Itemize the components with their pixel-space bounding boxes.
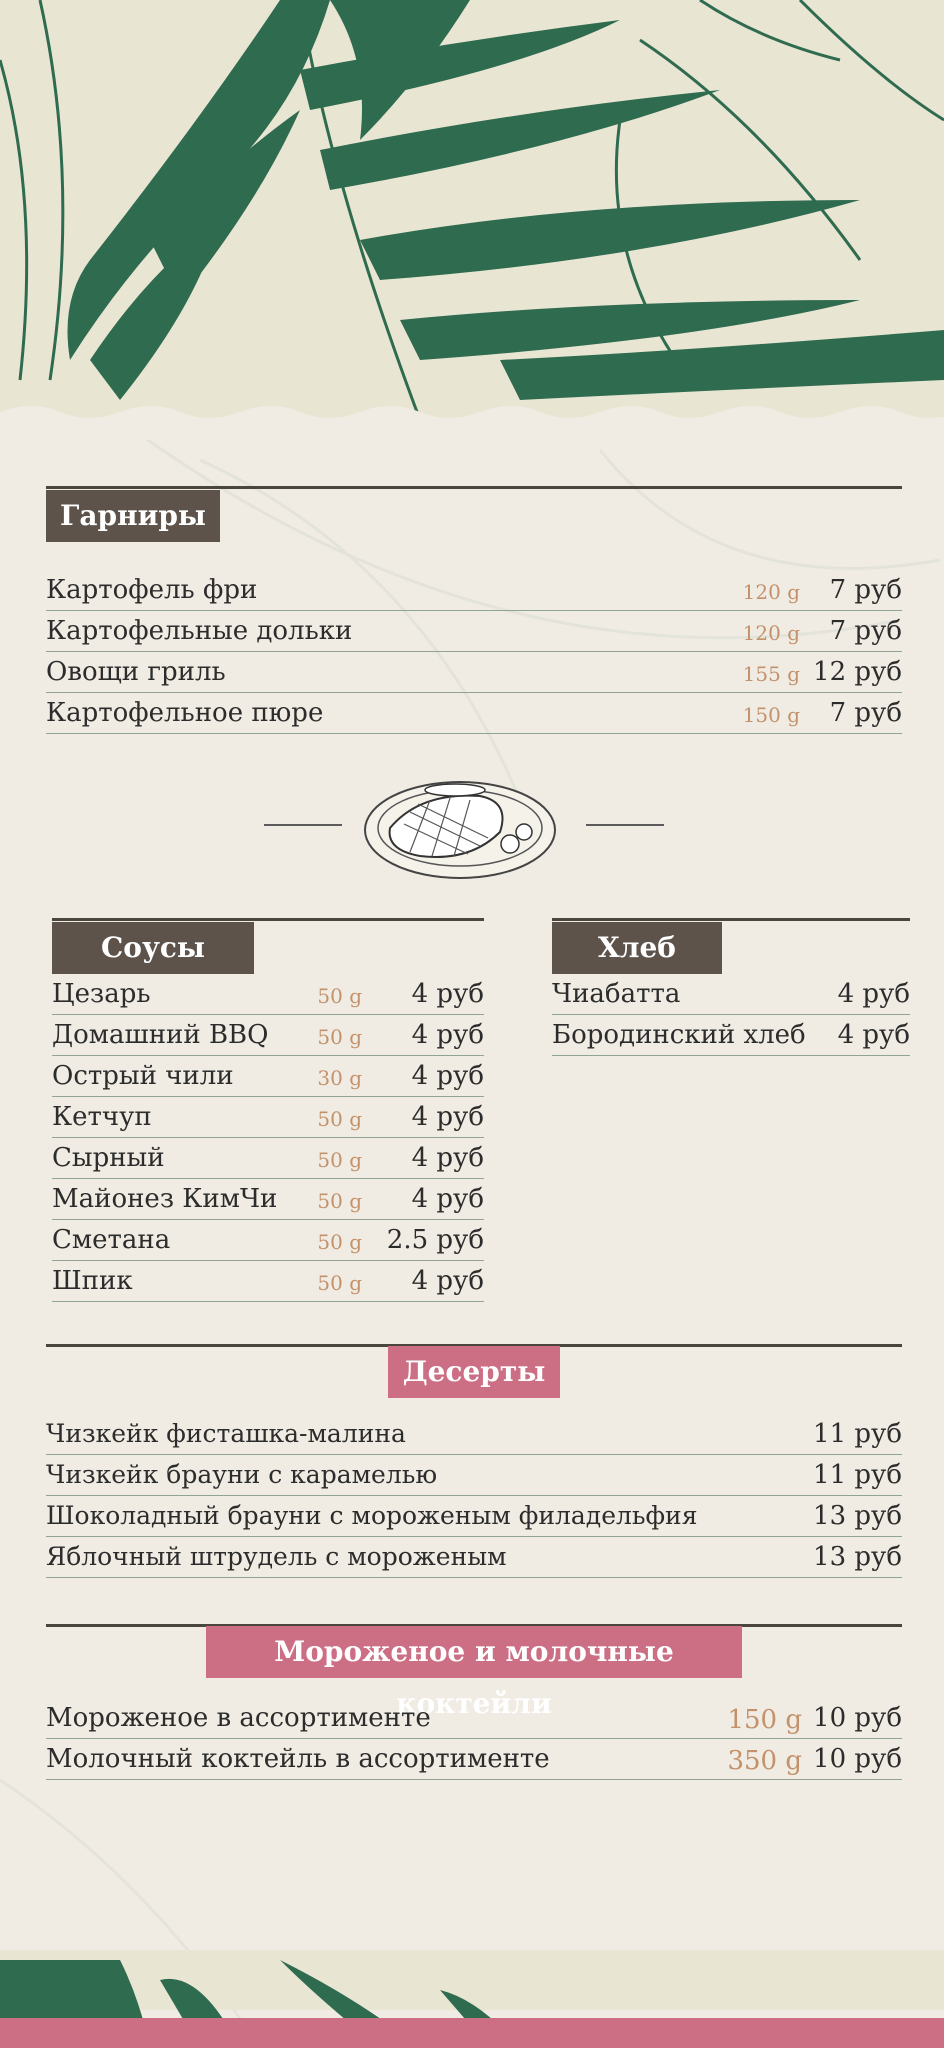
sides-item <box>46 611 902 652</box>
item-name: Яблочный штрудель с мороженым <box>46 1542 507 1571</box>
desserts-item <box>46 1455 902 1496</box>
item-price: 4 руб <box>411 1184 484 1214</box>
bread-title: Хлеб <box>552 922 722 974</box>
bread-rule <box>552 918 910 921</box>
item-name: Сырный <box>52 1143 165 1173</box>
item-weight: 50 g <box>317 1189 362 1213</box>
item-price: 11 руб <box>813 1419 902 1449</box>
sauces-item <box>52 1261 484 1302</box>
item-price: 4 руб <box>837 979 910 1009</box>
item-name: Цезарь <box>52 979 151 1009</box>
item-weight: 50 g <box>317 984 362 1008</box>
item-weight: 350 g <box>727 1746 802 1776</box>
desserts-item <box>46 1414 902 1455</box>
plate-with-steak-icon <box>360 772 560 882</box>
item-price: 13 руб <box>813 1501 902 1531</box>
bread-item <box>552 974 910 1015</box>
item-name: Острый чили <box>52 1061 234 1091</box>
item-price: 4 руб <box>411 1061 484 1091</box>
item-name: Кетчуп <box>52 1102 152 1132</box>
icecream-item <box>46 1739 902 1780</box>
sides-title: Гарниры <box>46 490 220 542</box>
sides-rule <box>46 486 902 489</box>
icecream-title: Мороженое и молочные коктейли <box>206 1626 742 1678</box>
item-name: Овощи гриль <box>46 657 226 687</box>
item-name: Чизкейк брауни с карамелью <box>46 1460 438 1489</box>
item-name: Домашний BBQ <box>52 1020 269 1050</box>
sauces-item <box>52 1015 484 1056</box>
icecream-item <box>46 1698 902 1739</box>
sauces-item <box>52 1138 484 1179</box>
sauces-item <box>52 974 484 1015</box>
item-price: 10 руб <box>813 1703 902 1733</box>
item-name: Чиабатта <box>552 979 681 1009</box>
item-name: Майонез КимЧи <box>52 1184 278 1214</box>
item-weight: 150 g <box>727 1705 802 1735</box>
sauces-title: Соусы <box>52 922 254 974</box>
item-price: 11 руб <box>813 1460 902 1490</box>
item-weight: 50 g <box>317 1271 362 1295</box>
item-name: Шоколадный брауни с мороженым филадельфия <box>46 1501 698 1530</box>
desserts-item <box>46 1537 902 1578</box>
item-name: Мороженое в ассортименте <box>46 1703 431 1733</box>
item-weight: 50 g <box>317 1230 362 1254</box>
item-name: Бородинский хлеб <box>552 1020 806 1050</box>
item-price: 7 руб <box>829 616 902 646</box>
sauces-item <box>52 1097 484 1138</box>
item-price: 4 руб <box>411 1266 484 1296</box>
sauces-item <box>52 1220 484 1261</box>
divider-line-right <box>586 824 664 826</box>
item-price: 4 руб <box>411 1102 484 1132</box>
item-weight: 30 g <box>317 1066 362 1090</box>
item-price: 4 руб <box>837 1020 910 1050</box>
item-weight: 120 g <box>742 580 800 604</box>
sides-item <box>46 652 902 693</box>
sauces-item <box>52 1179 484 1220</box>
item-price: 12 руб <box>813 657 902 687</box>
item-price: 4 руб <box>411 1143 484 1173</box>
item-weight: 120 g <box>742 621 800 645</box>
desserts-item <box>46 1496 902 1537</box>
item-weight: 50 g <box>317 1107 362 1131</box>
sides-item <box>46 570 902 611</box>
sauces-rule <box>52 918 484 921</box>
item-name: Картофельные дольки <box>46 616 353 646</box>
item-weight: 155 g <box>742 662 800 686</box>
item-name: Молочный коктейль в ассортименте <box>46 1744 550 1774</box>
item-price: 4 руб <box>411 979 484 1009</box>
item-price: 10 руб <box>813 1744 902 1774</box>
item-price: 2.5 руб <box>386 1225 484 1255</box>
item-weight: 50 g <box>317 1025 362 1049</box>
item-price: 7 руб <box>829 698 902 728</box>
desserts-title: Десерты <box>388 1346 560 1398</box>
item-name: Шпик <box>52 1266 133 1296</box>
bread-item <box>552 1015 910 1056</box>
item-name: Картофель фри <box>46 575 258 605</box>
item-name: Картофельное пюре <box>46 698 324 728</box>
item-price: 4 руб <box>411 1020 484 1050</box>
item-price: 7 руб <box>829 575 902 605</box>
sides-item <box>46 693 902 734</box>
divider-line-left <box>264 824 342 826</box>
item-weight: 50 g <box>317 1148 362 1172</box>
sauces-item <box>52 1056 484 1097</box>
item-name: Чизкейк фисташка-малина <box>46 1419 406 1448</box>
item-name: Сметана <box>52 1225 171 1255</box>
item-weight: 150 g <box>742 703 800 727</box>
item-price: 13 руб <box>813 1542 902 1572</box>
